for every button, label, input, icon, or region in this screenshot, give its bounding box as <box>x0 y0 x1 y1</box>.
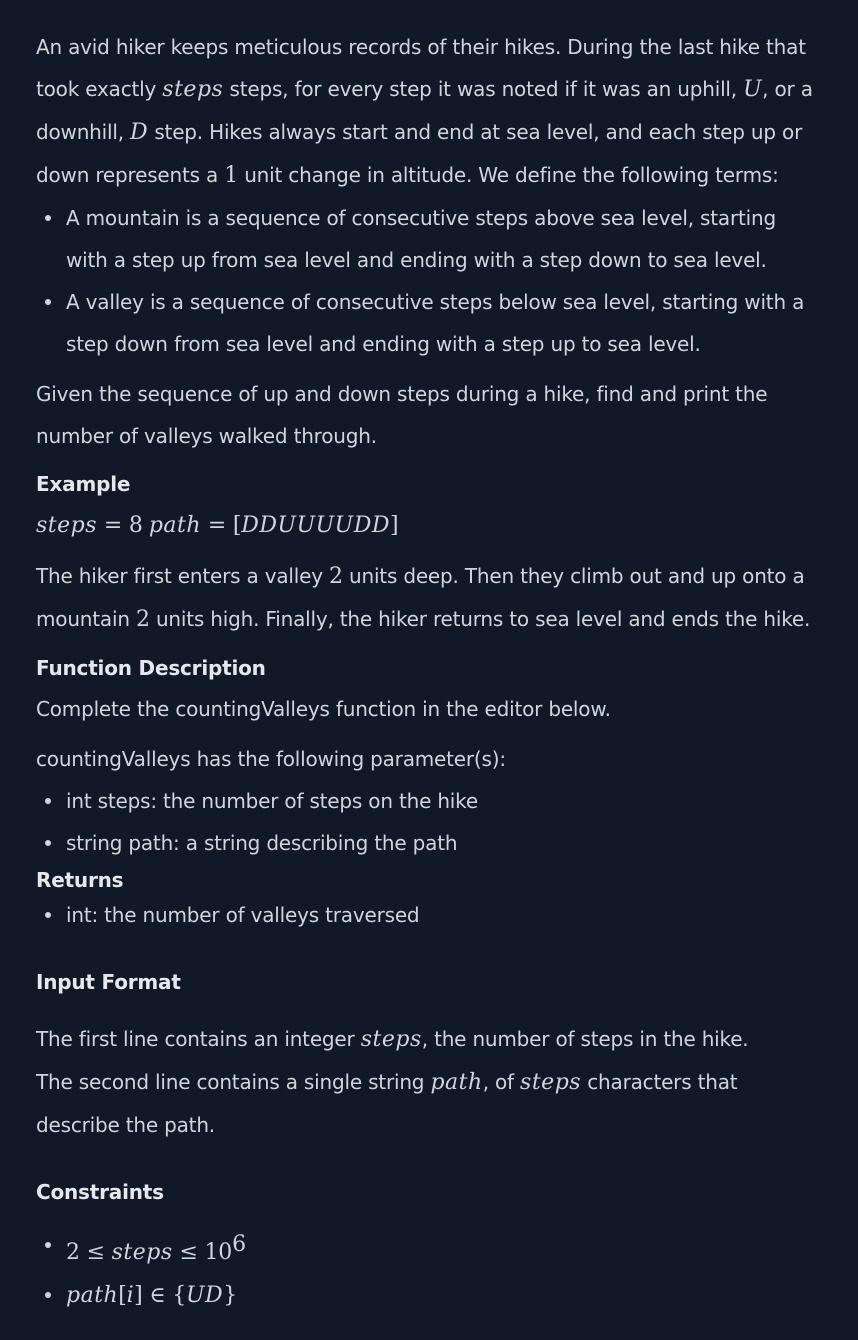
math-path: path <box>148 513 202 538</box>
math-path-value: DDUUUUDD <box>241 513 390 538</box>
example-description <box>36 555 822 641</box>
math-steps: steps <box>111 1240 173 1265</box>
definition-valley: A valley is a sequence of consecutive steps below sea level, starting with a step down from sea level and ending with a step up to sea level. <box>66 290 805 356</box>
list-item <box>36 281 822 365</box>
list-item <box>36 1224 822 1274</box>
math-d: D <box>130 120 149 145</box>
example-text-3: units high. Finally, the hiker returns to sea level and ends the hike. <box>149 607 811 631</box>
math-steps-value: 8 <box>128 513 143 538</box>
intro-paragraph <box>36 26 822 197</box>
returns-list <box>36 894 822 936</box>
math-index: i <box>126 1283 135 1308</box>
intro-text-4: step. Hikes always start and end at sea level, and each step up or down represents a <box>36 120 803 187</box>
math-close-bracket: ] <box>389 513 399 538</box>
task-paragraph: Given the sequence of up and down steps during a hike, find and print the number of valleys walked through. <box>36 382 768 448</box>
math-le: ≤ <box>79 1240 112 1265</box>
math-two: 2 <box>329 564 343 589</box>
input-text-3: The second line contains a single string <box>36 1070 431 1094</box>
math-steps: steps <box>520 1070 582 1095</box>
param-steps: int steps: the number of steps on the hike <box>66 789 478 813</box>
constraints-heading: Constraints <box>36 1180 164 1204</box>
math-base: 10 <box>204 1240 233 1265</box>
math-brace: } <box>223 1283 238 1308</box>
math-element-of: ∈ { <box>142 1283 187 1308</box>
math-steps: steps <box>36 513 98 538</box>
math-bracket: [ <box>118 1283 127 1308</box>
bullet-icon <box>45 912 51 918</box>
example-heading: Example <box>36 472 131 496</box>
definitions-list <box>36 197 822 365</box>
return-value: int: the number of valleys traversed <box>66 903 420 927</box>
list-item <box>36 197 822 281</box>
math-path: path <box>430 1070 483 1095</box>
math-u: U <box>743 77 763 102</box>
intro-text-1: An avid hiker keeps meticulous records of their hikes. During the last hike that took exactly <box>36 35 806 101</box>
returns-heading: Returns <box>36 868 124 892</box>
math-two: 2 <box>135 607 150 632</box>
example-text-2: units deep. Then they climb out and up onto a mountain <box>36 564 805 631</box>
param-path: string path: a string describing the path <box>66 831 458 855</box>
example-text-1: The hiker first enters a valley <box>36 564 330 588</box>
parameters-list <box>36 780 822 864</box>
list-item <box>36 780 822 822</box>
list-item <box>36 894 822 936</box>
constraints-list <box>36 1224 822 1317</box>
math-path: path <box>66 1283 119 1308</box>
bullet-icon <box>45 1242 51 1248</box>
input-format-heading: Input Format <box>36 970 181 994</box>
bullet-icon <box>45 299 51 305</box>
example-formula <box>36 504 822 547</box>
math-one: 1 <box>224 163 239 188</box>
definition-mountain: A mountain is a sequence of consecutive steps above sea level, starting with a step up from sea level and ending with a step down to sea level. <box>66 206 776 272</box>
list-item <box>36 1274 822 1317</box>
input-text-4: , of <box>482 1070 521 1094</box>
math-le: ≤ <box>172 1240 205 1265</box>
math-equals: = <box>97 513 129 538</box>
intro-text-3: , or a downhill, <box>36 77 813 144</box>
bullet-icon <box>45 798 51 804</box>
math-lower-bound: 2 <box>66 1240 80 1265</box>
math-steps: steps <box>162 77 224 102</box>
bullet-icon <box>45 215 51 221</box>
input-format-line-2 <box>36 1061 822 1146</box>
bullet-icon <box>45 840 51 846</box>
intro-text-2: steps, for every step it was noted if it was an uphill, <box>223 77 744 101</box>
parameters-intro: countingValleys has the following parameter(s): <box>36 747 506 771</box>
function-description-line: Complete the countingValleys function in the editor below. <box>36 697 611 721</box>
math-exponent: 6 <box>232 1232 246 1257</box>
intro-text-5: unit change in altitude. We define the following terms: <box>238 163 779 187</box>
list-item <box>36 822 822 864</box>
math-set: UD <box>186 1283 224 1308</box>
input-format-line-1 <box>36 1018 822 1061</box>
input-text-5: characters that describe the path. <box>36 1070 738 1137</box>
math-steps: steps <box>360 1027 422 1052</box>
math-equals-bracket: = [ <box>201 513 242 538</box>
input-text-1: The first line contains an integer <box>36 1027 361 1051</box>
input-text-2: , the number of steps in the hike. <box>421 1027 749 1051</box>
math-bracket: ] <box>134 1283 143 1308</box>
bullet-icon <box>45 1292 51 1298</box>
function-description-heading: Function Description <box>36 656 266 680</box>
